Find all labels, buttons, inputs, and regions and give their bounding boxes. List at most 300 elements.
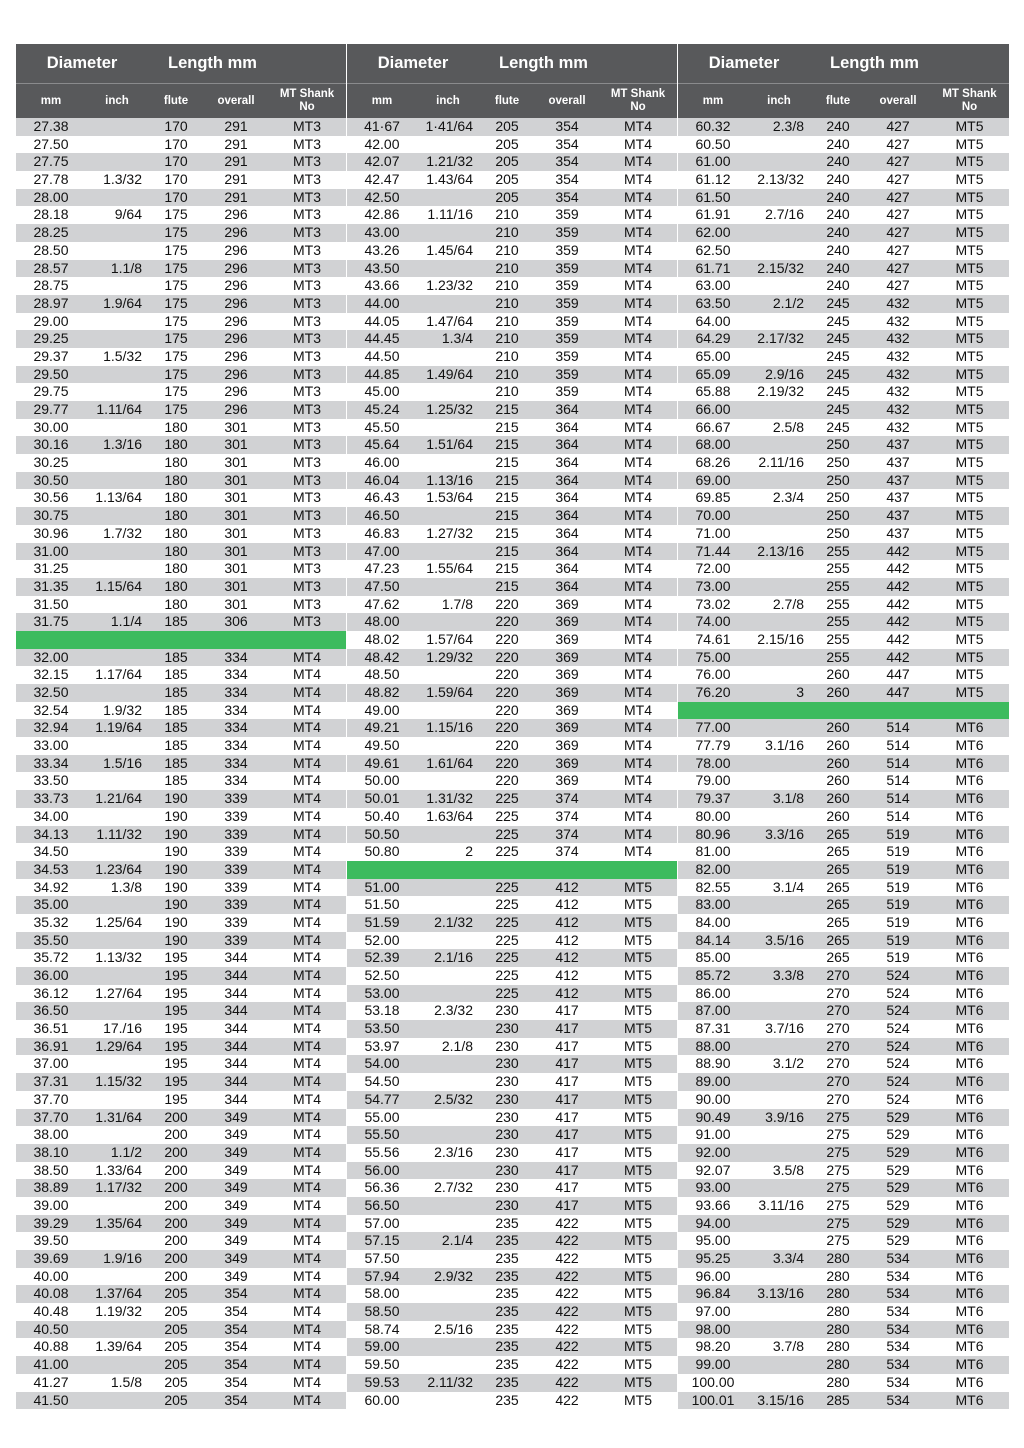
- overall-cell: 349: [224, 1143, 248, 1160]
- overall-cell: 354: [555, 171, 579, 188]
- overall-cell: 412: [555, 984, 579, 1001]
- flute-cell: 260: [826, 772, 850, 789]
- flute-cell: 220: [495, 684, 519, 700]
- group-header: [678, 44, 1009, 84]
- mm-cell: 42.00: [364, 135, 400, 152]
- inch-cell: 1.13/32: [95, 949, 142, 966]
- overall-cell: 422: [555, 1267, 579, 1284]
- mm-cell: 83.00: [695, 896, 731, 913]
- inch-cell: 1.19/64: [95, 719, 142, 736]
- mm-cell: 57.50: [364, 1250, 400, 1266]
- mm-cell: 37.00: [33, 1055, 69, 1072]
- overall-cell: 296: [224, 259, 248, 276]
- shank-cell: MT4: [624, 401, 652, 417]
- inch-cell: 2.1/32: [434, 913, 473, 930]
- overall-cell: 296: [224, 224, 248, 241]
- shank-cell: MT3: [293, 294, 321, 311]
- group-header: [16, 44, 346, 84]
- mm-cell: 91.00: [695, 1126, 731, 1143]
- overall-cell: 519: [886, 913, 910, 930]
- table-row: [347, 401, 677, 419]
- inch-cell: 1.37/64: [95, 1285, 142, 1302]
- shank-cell: MT4: [624, 454, 652, 471]
- shank-cell: MT5: [955, 135, 984, 152]
- inch-cell: 3: [796, 684, 804, 700]
- table-row: [347, 985, 677, 1003]
- mm-cell: 90.49: [695, 1108, 731, 1125]
- shank-cell: MT4: [293, 1320, 321, 1337]
- flute-cell: 270: [826, 984, 850, 1001]
- overall-cell: 364: [555, 507, 579, 524]
- overall-cell: 296: [224, 401, 248, 417]
- mm-cell: 52.00: [364, 931, 400, 948]
- mm-cell: 30.16: [33, 436, 69, 453]
- table-row: [347, 1250, 677, 1268]
- table-row: [16, 1356, 346, 1374]
- mm-cell: 42.07: [364, 153, 400, 170]
- table-row: [678, 1356, 1009, 1374]
- mm-cell: 60.00: [364, 1391, 400, 1408]
- table-row: [347, 578, 677, 596]
- flute-cell: 190: [164, 807, 188, 824]
- flute-cell: 270: [826, 1090, 850, 1107]
- table-row: [678, 118, 1009, 136]
- mm-cell: 47.00: [364, 542, 400, 559]
- flute-cell: 280: [826, 1373, 850, 1390]
- table-row: [678, 560, 1009, 578]
- mm-cell: 42.50: [364, 188, 400, 205]
- mm-cell: 44.45: [364, 330, 400, 347]
- table-row: [678, 366, 1009, 384]
- flute-cell: 230: [495, 1020, 519, 1037]
- table-row: [347, 1002, 677, 1020]
- shank-cell: MT5: [624, 1108, 652, 1125]
- table-row: [678, 1392, 1009, 1410]
- mm-cell: 55.50: [364, 1126, 400, 1143]
- mm-cell: 28.25: [33, 224, 69, 241]
- mm-cell: 38.50: [33, 1161, 69, 1178]
- mm-cell: 31.75: [33, 613, 69, 630]
- overall-cell: 291: [224, 153, 248, 170]
- shank-cell: MT4: [293, 807, 321, 824]
- overall-cell: 369: [555, 630, 579, 647]
- shank-cell: MT5: [955, 595, 984, 612]
- shank-cell: MT5: [624, 1196, 652, 1213]
- mm-cell: 85.72: [695, 967, 731, 983]
- shank-cell: MT4: [293, 701, 321, 718]
- inch-cell: 2.1/8: [441, 1037, 473, 1054]
- flute-cell: 195: [164, 1090, 188, 1107]
- mm-cell: 66.67: [695, 418, 731, 435]
- table-row: [347, 879, 677, 897]
- overall-cell: 529: [886, 1108, 910, 1125]
- table-row: [678, 348, 1009, 366]
- flute-cell: 210: [495, 294, 519, 311]
- mm-cell: 60.50: [695, 135, 731, 152]
- flute-cell: 195: [164, 949, 188, 966]
- table-row: [16, 1144, 346, 1162]
- shank-cell: MT5: [624, 1303, 652, 1320]
- shank-cell: MT4: [293, 754, 321, 771]
- mm-cell: 61.91: [695, 206, 731, 223]
- overall-cell: 369: [555, 648, 579, 665]
- mm-cell: 44.00: [364, 294, 400, 311]
- table-row: [347, 224, 677, 242]
- overall-cell: 349: [224, 1232, 248, 1249]
- overall-cell: 519: [886, 878, 910, 895]
- flute-cell: 200: [164, 1161, 188, 1178]
- flute-cell: 280: [826, 1250, 850, 1266]
- overall-cell: 519: [886, 896, 910, 913]
- shank-cell: MT3: [293, 347, 321, 364]
- shank-cell: MT6: [955, 1037, 984, 1054]
- inch-cell: 1.13/16: [426, 471, 473, 488]
- flute-cell: 190: [164, 860, 188, 877]
- inch-cell: 2.1/16: [434, 949, 473, 966]
- inch-cell: 1.33/64: [95, 1161, 142, 1178]
- mm-cell: 39.50: [33, 1232, 69, 1249]
- table-row: [678, 1109, 1009, 1127]
- flute-cell: 220: [495, 701, 519, 718]
- mm-cell: 59.50: [364, 1356, 400, 1373]
- table-row: [16, 454, 346, 472]
- mm-cell: 29.50: [33, 365, 69, 382]
- shank-cell: MT4: [624, 684, 652, 700]
- overall-cell: 534: [886, 1320, 910, 1337]
- flute-cell: 220: [495, 737, 519, 754]
- overall-cell: 437: [886, 524, 910, 541]
- overall-cell: 519: [886, 860, 910, 877]
- mm-cell: 88.00: [695, 1037, 731, 1054]
- overall-cell: 359: [555, 224, 579, 241]
- mm-cell: 33.34: [33, 754, 69, 771]
- shank-cell: MT6: [955, 1356, 984, 1373]
- mm-cell: 37.31: [33, 1073, 69, 1090]
- shank-cell: MT6: [955, 913, 984, 930]
- table-row: [16, 507, 346, 525]
- mm-cell: 65.88: [695, 383, 731, 400]
- shank-cell: MT4: [293, 1143, 321, 1160]
- flute-cell: 175: [164, 347, 188, 364]
- inch-cell: 1.11/64: [96, 401, 142, 417]
- inch-cell: 1.23/64: [95, 860, 142, 877]
- shank-cell: MT4: [624, 507, 652, 524]
- overall-cell: 447: [886, 666, 910, 683]
- inch-cell: 1.9/16: [103, 1250, 142, 1266]
- flute-cell: 215: [495, 454, 519, 471]
- mm-cell: 34.00: [33, 807, 69, 824]
- flute-cell: 205: [495, 188, 519, 205]
- shank-cell: MT6: [955, 1002, 984, 1019]
- flute-cell: 175: [164, 365, 188, 382]
- mm-cell: 50.50: [364, 825, 400, 842]
- mm-cell: 28.57: [33, 259, 69, 276]
- mm-cell: 52.39: [364, 949, 400, 966]
- shank-cell: MT4: [293, 1373, 321, 1390]
- table-row: [347, 189, 677, 207]
- table-row: [16, 560, 346, 578]
- table-row: [678, 401, 1009, 419]
- overall-cell: 339: [224, 843, 248, 860]
- overall-cell: 354: [555, 118, 579, 134]
- table-row: [347, 507, 677, 525]
- overall-cell: 374: [555, 843, 579, 860]
- table-row: [16, 1268, 346, 1286]
- overall-cell: 344: [224, 1090, 248, 1107]
- flute-cell: 210: [495, 312, 519, 329]
- shank-cell: MT4: [624, 224, 652, 241]
- table-row: [16, 206, 346, 224]
- inch-cell: 1.49/64: [426, 365, 473, 382]
- table-row: [16, 1303, 346, 1321]
- table-panel-2: [347, 44, 678, 1409]
- shank-cell: MT3: [293, 206, 321, 223]
- mm-cell: 61.50: [695, 188, 731, 205]
- shank-cell: MT5: [955, 524, 984, 541]
- inch-cell: 1.61/64: [426, 754, 473, 771]
- flute-cell: 250: [826, 507, 850, 524]
- table-row: [678, 613, 1009, 631]
- table-row: [16, 153, 346, 171]
- flute-cell: 260: [826, 719, 850, 736]
- flute-cell: 240: [826, 153, 850, 170]
- mm-cell: 31.00: [33, 542, 69, 559]
- flute-cell: 175: [164, 312, 188, 329]
- table-row: [16, 136, 346, 154]
- flute-cell: 245: [826, 312, 850, 329]
- inch-cell: 1.29/64: [95, 1037, 142, 1054]
- flute-cell: 280: [826, 1285, 850, 1302]
- mm-column-header: mm: [702, 94, 724, 107]
- mm-cell: 45.50: [364, 418, 400, 435]
- table-row: [678, 1091, 1009, 1109]
- mm-cell: 35.50: [33, 931, 69, 948]
- table-row: [16, 949, 346, 967]
- flute-cell: 265: [826, 896, 850, 913]
- flute-cell: 220: [495, 719, 519, 736]
- table-row: [678, 843, 1009, 861]
- table-row: [678, 489, 1009, 507]
- mm-column-header: mm: [40, 94, 62, 107]
- flute-cell: 195: [164, 1037, 188, 1054]
- overall-cell: 296: [224, 347, 248, 364]
- shank-header-line2: No: [630, 101, 646, 113]
- mm-cell: 30.96: [33, 524, 69, 541]
- overall-cell: 514: [886, 737, 910, 754]
- table-row: [347, 295, 677, 313]
- table-row: [347, 472, 677, 490]
- shank-cell: MT3: [293, 613, 321, 630]
- table-row: [347, 206, 677, 224]
- flute-cell: 185: [164, 701, 188, 718]
- overall-cell: 427: [886, 259, 910, 276]
- shank-cell: MT5: [624, 1020, 652, 1037]
- overall-cell: 432: [886, 312, 910, 329]
- table-row: [16, 366, 346, 384]
- table-row: [16, 419, 346, 437]
- flute-cell: 215: [495, 577, 519, 594]
- flute-cell: 190: [164, 931, 188, 948]
- shank-cell: MT4: [624, 772, 652, 789]
- flute-cell: 185: [164, 666, 188, 683]
- table-row: [16, 932, 346, 950]
- mm-cell: 56.36: [364, 1179, 400, 1196]
- mm-cell: 78.00: [695, 754, 731, 771]
- flute-cell: 245: [826, 330, 850, 347]
- overall-cell: 369: [555, 613, 579, 630]
- flute-cell: 200: [164, 1179, 188, 1196]
- shank-header-line1: MT Shank: [942, 88, 997, 100]
- overall-cell: 417: [555, 1002, 579, 1019]
- mm-cell: 27.38: [33, 118, 69, 134]
- overall-cell: 354: [224, 1356, 248, 1373]
- flute-cell: 215: [495, 560, 519, 577]
- shank-cell: MT5: [955, 259, 984, 276]
- table-row: [678, 277, 1009, 295]
- table-row: [678, 772, 1009, 790]
- shank-cell: MT3: [293, 454, 321, 471]
- table-row: [678, 861, 1009, 879]
- table-row: [678, 1232, 1009, 1250]
- mm-cell: 53.50: [364, 1020, 400, 1037]
- table-row: [678, 1179, 1009, 1197]
- table-row: [347, 1162, 677, 1180]
- table-row: [347, 790, 677, 808]
- flute-cell: 175: [164, 259, 188, 276]
- table-body: [347, 118, 677, 1409]
- flute-cell: 205: [495, 153, 519, 170]
- mm-cell: 32.15: [33, 666, 69, 683]
- table-row: [16, 1109, 346, 1127]
- table-row: [347, 1197, 677, 1215]
- table-row: [16, 1374, 346, 1392]
- mm-cell: 33.00: [33, 737, 69, 754]
- flute-cell: 200: [164, 1232, 188, 1249]
- shank-cell: MT3: [293, 489, 321, 506]
- table-row: [347, 1392, 677, 1410]
- flute-cell: 275: [826, 1232, 850, 1249]
- inch-cell: 3.13/16: [757, 1285, 804, 1302]
- table-row: [678, 1144, 1009, 1162]
- overall-cell: 364: [555, 454, 579, 471]
- flute-cell: 235: [495, 1214, 519, 1231]
- mm-cell: 76.00: [695, 666, 731, 683]
- shank-cell: MT5: [624, 1391, 652, 1408]
- flute-cell: 175: [164, 383, 188, 400]
- flute-cell: 210: [495, 259, 519, 276]
- mm-cell: 87.00: [695, 1002, 731, 1019]
- flute-cell: 170: [164, 153, 188, 170]
- table-row: [347, 525, 677, 543]
- table-row: [16, 1002, 346, 1020]
- shank-cell: MT4: [624, 330, 652, 347]
- overall-cell: 442: [886, 630, 910, 647]
- shank-cell: MT5: [624, 1055, 652, 1072]
- inch-cell: 2.5/16: [434, 1320, 473, 1337]
- mm-cell: 30.50: [33, 471, 69, 488]
- flute-cell: 275: [826, 1179, 850, 1196]
- table-row: [347, 313, 677, 331]
- table-row: [16, 967, 346, 985]
- shank-cell: MT5: [955, 471, 984, 488]
- mm-cell: 50.40: [364, 807, 400, 824]
- inch-cell: 2.1/4: [441, 1232, 473, 1249]
- flute-cell: 185: [164, 772, 188, 789]
- shank-cell: MT3: [293, 312, 321, 329]
- overall-cell: 344: [224, 949, 248, 966]
- table-row: [678, 543, 1009, 561]
- shank-cell: MT5: [624, 1250, 652, 1266]
- mm-cell: 79.37: [695, 790, 731, 807]
- overall-cell: 301: [224, 489, 248, 506]
- table-row: [347, 967, 677, 985]
- mm-cell: 39.69: [33, 1250, 69, 1266]
- mm-cell: 53.00: [364, 984, 400, 1001]
- inch-cell: 1.15/16: [426, 719, 473, 736]
- overall-cell: 437: [886, 471, 910, 488]
- table-row: [678, 914, 1009, 932]
- mm-cell: 69.00: [695, 471, 731, 488]
- shank-change-separator: [347, 861, 677, 879]
- inch-cell: 1.43/64: [426, 171, 473, 188]
- inch-cell: 1.21/32: [426, 153, 473, 170]
- mm-cell: 56.00: [364, 1161, 400, 1178]
- mm-cell: 71.00: [695, 524, 731, 541]
- flute-cell: 200: [164, 1143, 188, 1160]
- table-row: [16, 578, 346, 596]
- shank-cell: MT4: [293, 1196, 321, 1213]
- mm-cell: 42.86: [364, 206, 400, 223]
- flute-cell: 185: [164, 684, 188, 700]
- table-row: [16, 808, 346, 826]
- table-row: [678, 295, 1009, 313]
- table-row: [16, 879, 346, 897]
- shank-cell: MT5: [955, 436, 984, 453]
- shank-cell: MT3: [293, 259, 321, 276]
- shank-cell: MT3: [293, 224, 321, 241]
- flute-cell: 240: [826, 277, 850, 294]
- table-body: [16, 118, 346, 1409]
- mm-cell: 40.00: [33, 1267, 69, 1284]
- flute-cell: 240: [826, 206, 850, 223]
- flute-cell: 200: [164, 1250, 188, 1266]
- mm-cell: 36.00: [33, 967, 69, 983]
- inch-cell: 3.7/16: [765, 1020, 804, 1037]
- mm-cell: 41.00: [33, 1356, 69, 1373]
- table-row: [16, 702, 346, 720]
- shank-header-line2: No: [299, 101, 315, 113]
- shank-cell: MT5: [955, 188, 984, 205]
- overall-cell: 417: [555, 1073, 579, 1090]
- shank-cell: MT6: [955, 737, 984, 754]
- table-row: [347, 277, 677, 295]
- inch-cell: 1.9/32: [103, 701, 142, 718]
- flute-cell: 195: [164, 1055, 188, 1072]
- flute-cell: 225: [495, 790, 519, 807]
- table-row: [678, 330, 1009, 348]
- table-row: [16, 543, 346, 561]
- shank-cell: MT3: [293, 118, 321, 134]
- inch-cell: 2.9/32: [434, 1267, 473, 1284]
- mm-cell: 33.50: [33, 772, 69, 789]
- overall-cell: 334: [224, 684, 248, 700]
- flute-cell: 215: [495, 524, 519, 541]
- inch-cell: 1.7/32: [103, 524, 142, 541]
- shank-cell: MT4: [624, 701, 652, 718]
- inch-cell: 2.7/8: [772, 595, 804, 612]
- overall-cell: 417: [555, 1143, 579, 1160]
- shank-cell: MT4: [624, 365, 652, 382]
